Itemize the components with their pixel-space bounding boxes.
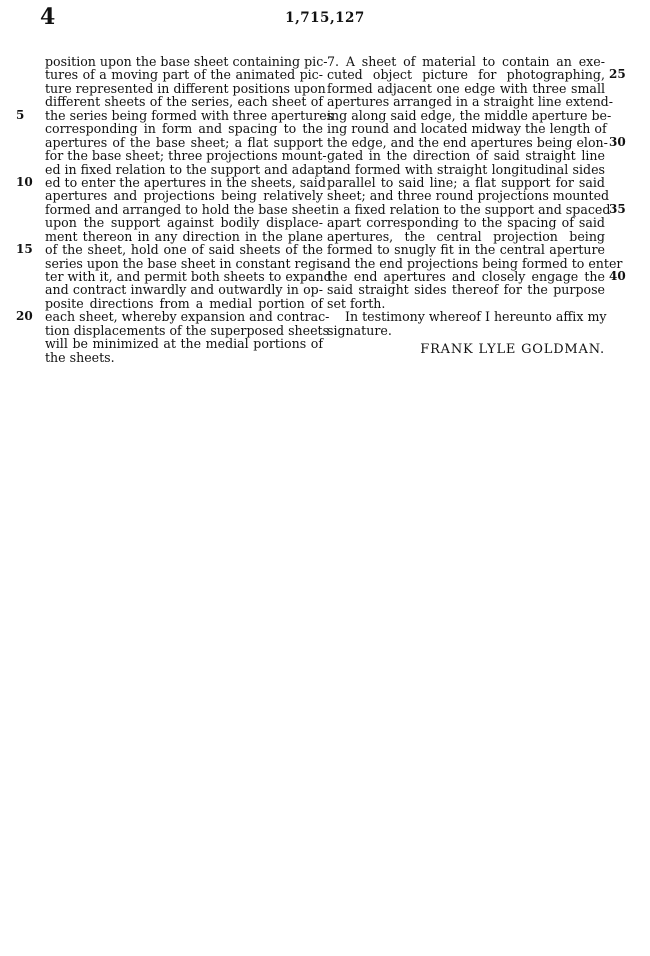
line-number: 35 bbox=[609, 201, 626, 216]
patent-number: 1,715,127 bbox=[285, 10, 365, 26]
text-line: signature. bbox=[327, 322, 392, 338]
text-line-content: the series being formed with three apertures bbox=[45, 107, 334, 123]
line-number: 5 bbox=[16, 107, 25, 122]
text-line: upon the support against bodily displace- bbox=[45, 215, 323, 231]
text-line: apertures and projections being relatively bbox=[45, 188, 323, 204]
line-number: 10 bbox=[16, 174, 33, 189]
text-line: formed and arranged to hold the base sheet bbox=[45, 201, 327, 217]
line-number: 30 bbox=[609, 134, 626, 149]
text-line: formed to snugly fit in the central aperture bbox=[327, 242, 605, 258]
text-line bbox=[327, 201, 626, 217]
testimony-line: In testimony whereof I hereunto affix my bbox=[345, 309, 607, 325]
text-line: for the base sheet; three projections mount- bbox=[45, 148, 327, 164]
text-line-content: ed to enter the apertures in the sheets, said bbox=[45, 174, 326, 190]
text-line: apart corresponding to the spacing of said bbox=[327, 215, 605, 231]
text-line: different sheets of the series, each sheet of bbox=[45, 94, 323, 110]
text-line: ed in fixed relation to the support and adapt- bbox=[45, 161, 333, 177]
text-line bbox=[16, 174, 326, 190]
text-line bbox=[327, 134, 626, 150]
text-line: corresponding in form and spacing to the bbox=[45, 121, 323, 137]
text-line: series upon the base sheet in constant regis- bbox=[45, 255, 331, 271]
text-line-content: of the sheet, hold one of said sheets of the bbox=[45, 242, 323, 258]
text-line: 7. A sheet of material to contain an exe- bbox=[327, 54, 605, 69]
text-line: position upon the base sheet containing pic- bbox=[45, 54, 328, 69]
text-line: and the end projections being formed to enter bbox=[327, 255, 623, 271]
signer-name: FRANK LYLE GOLDMAN. bbox=[420, 342, 605, 358]
text-line: and formed with straight longitudinal sides bbox=[327, 161, 605, 177]
line-number: 20 bbox=[16, 309, 33, 324]
text-line: ture represented in different positions upon bbox=[45, 80, 326, 96]
text-line bbox=[16, 242, 323, 258]
text-line: apertures arranged in a straight line extend- bbox=[327, 94, 613, 110]
line-number: 15 bbox=[16, 242, 33, 257]
text-line: will be minimized at the medial portions of bbox=[45, 336, 323, 352]
text-line bbox=[16, 309, 330, 325]
text-line: sheet; and three round projections mounted bbox=[327, 188, 610, 204]
text-line: ter with it, and permit both sheets to expand bbox=[45, 269, 332, 284]
text-line: the sheets. bbox=[45, 349, 115, 365]
text-line-content: each sheet, whereby expansion and contrac- bbox=[45, 309, 330, 325]
text-line: set forth. bbox=[327, 295, 386, 311]
right-column bbox=[327, 54, 626, 358]
text-line bbox=[327, 269, 626, 284]
text-line: ing round and located midway the length of bbox=[327, 121, 607, 137]
text-line: ment thereon in any direction in the plane bbox=[45, 228, 323, 244]
text-line: and contract inwardly and outwardly in op- bbox=[45, 282, 323, 298]
text-line bbox=[327, 67, 626, 83]
left-column bbox=[16, 54, 334, 365]
text-line bbox=[16, 107, 334, 123]
text-line: ing along said edge, the middle aperture be- bbox=[327, 107, 612, 123]
text-line: apertures of the base sheet; a flat support bbox=[45, 134, 323, 150]
line-number: 25 bbox=[609, 67, 626, 82]
line-number: 40 bbox=[609, 269, 626, 283]
page-number: 4 bbox=[40, 4, 56, 30]
text-line: posite directions from a medial portion of bbox=[45, 295, 323, 311]
text-line-content: the end apertures and closely engage the bbox=[327, 269, 605, 284]
text-line: tures of a moving part of the animated pic- bbox=[45, 67, 323, 83]
text-line: parallel to said line; a flat support for said bbox=[327, 174, 605, 190]
text-line: said straight sides thereof for the purpose bbox=[327, 282, 605, 298]
text-line: formed adjacent one edge with three small bbox=[327, 80, 605, 96]
text-line-content: in a fixed relation to the support and spaced bbox=[327, 201, 611, 217]
text-line: gated in the direction of said straight line bbox=[327, 148, 605, 164]
text-line: tion displacements of the superposed sheets bbox=[45, 322, 330, 338]
text-line-content: cuted object picture for photographing, bbox=[327, 67, 605, 83]
text-line-content: the edge, and the end apertures being elon- bbox=[327, 134, 608, 150]
text-line: apertures, the central projection being bbox=[327, 228, 605, 244]
